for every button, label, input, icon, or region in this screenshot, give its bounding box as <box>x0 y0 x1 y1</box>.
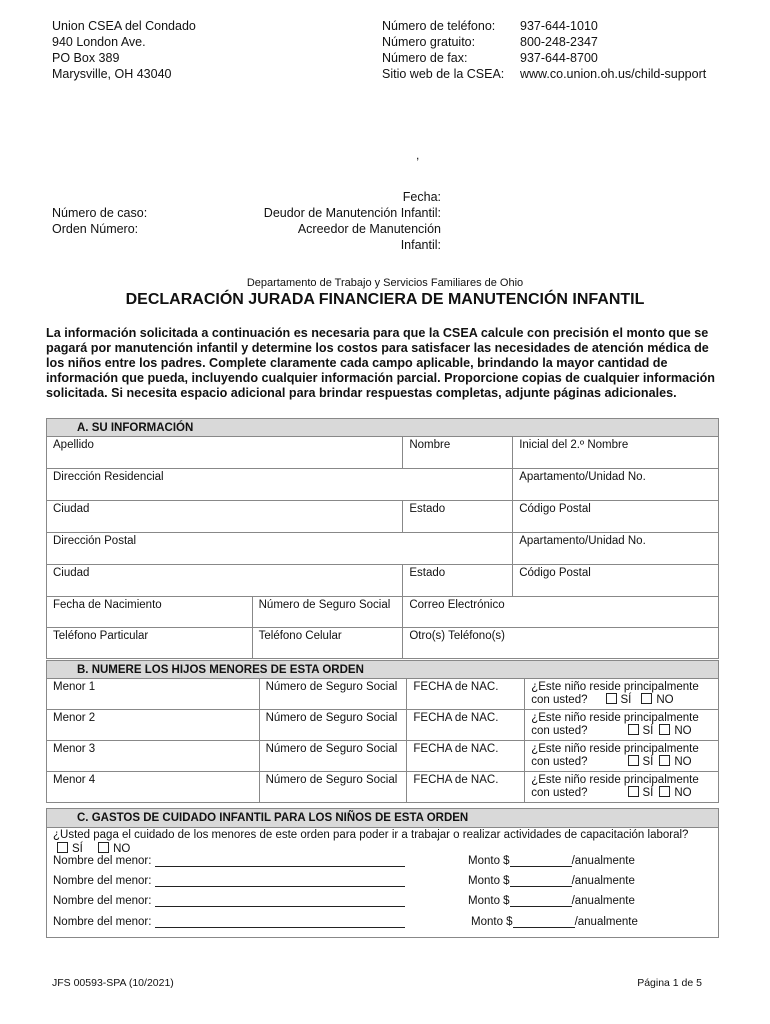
yes-checkbox[interactable] <box>628 755 639 766</box>
fax-value: 937-644-8700 <box>520 51 598 65</box>
child-name-input[interactable] <box>155 916 405 928</box>
annual-label: /anualmente <box>571 875 635 887</box>
mailing-city-field[interactable]: Ciudad <box>47 565 403 597</box>
child-dob-field[interactable]: FECHA de NAC. <box>407 679 525 710</box>
reside-question: ¿Este niño reside principalmente <box>531 774 699 786</box>
childcare-entry <box>53 916 405 928</box>
childcare-yes-checkbox[interactable] <box>57 842 68 853</box>
mailing-address-field[interactable]: Dirección Postal <box>47 533 513 565</box>
child-label[interactable]: Menor 2 <box>47 710 260 741</box>
reside-question-2: con usted? <box>531 756 588 768</box>
yes-label: SÍ <box>642 756 654 768</box>
intro-line: solicitada. Si necesita espacio adicional para brindar respuestas completas, adjunte páginas adicionales. <box>46 386 677 400</box>
child-reside-cell <box>525 710 719 741</box>
child-row <box>47 710 719 741</box>
phone-value: 937-644-1010 <box>520 19 598 33</box>
website-value: www.co.union.oh.us/child-support <box>520 67 707 81</box>
childcare-entry <box>53 895 405 907</box>
amount-label: Monto $ <box>471 916 513 928</box>
residential-state-field[interactable]: Estado <box>403 501 513 533</box>
child-label[interactable]: Menor 1 <box>47 679 260 710</box>
no-checkbox[interactable] <box>659 786 670 797</box>
intro-line: información que pueda, incluyendo cualquier información parcial. Proporcione copias de cualquier información <box>46 371 715 385</box>
residential-zip-field[interactable]: Código Postal <box>513 501 719 533</box>
no-label: NO <box>656 694 674 706</box>
child-name-label: Nombre del menor: <box>53 895 152 907</box>
childcare-entry <box>53 855 405 867</box>
home-phone-field[interactable]: Teléfono Particular <box>47 628 253 659</box>
child-name-input[interactable] <box>155 855 405 867</box>
reside-question-2: con usted? <box>531 787 588 799</box>
order-number-label: Orden Número: <box>52 222 139 236</box>
other-phone-field[interactable]: Otro(s) Teléfono(s) <box>403 628 719 659</box>
child-name-label: Nombre del menor: <box>53 875 152 887</box>
tollfree-label: Número gratuito: <box>382 35 476 49</box>
childcare-entry <box>53 875 405 887</box>
yes-checkbox[interactable] <box>606 693 617 704</box>
mailing-apt-field[interactable]: Apartamento/Unidad No. <box>513 533 719 565</box>
reside-question-2: con usted? <box>531 725 588 737</box>
intro-line: pagará por manutención infantil y determine los costos para satisfacer las necesidades de atención médica de <box>46 341 709 355</box>
child-name-input[interactable] <box>155 895 405 907</box>
cell-phone-field[interactable]: Teléfono Celular <box>252 628 403 659</box>
no-label: NO <box>674 756 692 768</box>
child-dob-field[interactable]: FECHA de NAC. <box>407 772 525 803</box>
agency-pobox: PO Box 389 <box>52 51 120 65</box>
child-row <box>47 772 719 803</box>
amount-input[interactable] <box>510 875 572 887</box>
intro-line: La información solicitada a continuación es necesaria para que la CSEA calcule con precisión el monto que se <box>46 326 709 340</box>
section-b-title: B. NUMERE LOS HIJOS MENORES DE ESTA ORDEN <box>47 661 719 679</box>
no-label: NO <box>674 725 692 737</box>
yes-checkbox[interactable] <box>628 724 639 735</box>
childcare-amount <box>468 855 635 867</box>
agency-address <box>52 18 196 82</box>
ssn-field[interactable]: Número de Seguro Social <box>252 597 403 628</box>
child-label[interactable]: Menor 3 <box>47 741 260 772</box>
email-field[interactable]: Correo Electrónico <box>403 597 719 628</box>
case-number-label: Número de caso: <box>52 206 148 220</box>
tollfree-value: 800-248-2347 <box>520 35 598 49</box>
middle-initial-field[interactable]: Inicial del 2.º Nombre <box>513 437 719 469</box>
page-title: DECLARACIÓN JURADA FINANCIERA DE MANUTENCIÓN INFANTIL <box>125 291 645 308</box>
reside-question: ¿Este niño reside principalmente <box>531 712 699 724</box>
child-ssn-field[interactable]: Número de Seguro Social <box>259 679 407 710</box>
website-label: Sitio web de la CSEA: <box>382 67 505 81</box>
department-name: Departamento de Trabajo y Servicios Familiares de Ohio <box>246 277 524 289</box>
child-label[interactable]: Menor 4 <box>47 772 260 803</box>
obligee-label-2: Infantil: <box>400 238 441 252</box>
amount-input[interactable] <box>510 895 572 907</box>
fax-label: Número de fax: <box>382 51 468 65</box>
amount-label: Monto $ <box>468 855 510 867</box>
section-c-title: C. GASTOS DE CUIDADO INFANTIL PARA LOS NIÑOS DE ESTA ORDEN <box>47 809 718 828</box>
yes-label: SÍ <box>642 725 654 737</box>
childcare-amount <box>471 916 638 928</box>
child-row <box>47 679 719 710</box>
agency-name: Union CSEA del Condado <box>52 19 196 33</box>
obligee-label-1: Acreedor de Manutención <box>297 222 441 236</box>
child-name-input[interactable] <box>155 875 405 887</box>
amount-input[interactable] <box>510 855 572 867</box>
child-dob-field[interactable]: FECHA de NAC. <box>407 710 525 741</box>
yes-label: SÍ <box>620 694 632 706</box>
agency-street: 940 London Ave. <box>52 35 146 49</box>
childcare-no-checkbox[interactable] <box>98 842 109 853</box>
no-checkbox[interactable] <box>659 724 670 735</box>
childcare-answer <box>47 842 718 856</box>
intro-line: los niños entre los padres. Complete claramente cada campo aplicable, brindando la mayor cantidad de <box>46 356 668 370</box>
case-labels <box>52 205 147 237</box>
agency-city: Marysville, OH 43040 <box>52 67 172 81</box>
mailing-zip-field[interactable]: Código Postal <box>513 565 719 597</box>
annual-label: /anualmente <box>571 855 635 867</box>
annual-label: /anualmente <box>574 916 638 928</box>
residential-apt-field[interactable]: Apartamento/Unidad No. <box>513 469 719 501</box>
reside-question-2: con usted? <box>531 694 588 706</box>
agency-contact <box>382 18 706 82</box>
child-reside-cell <box>525 741 719 772</box>
intro-text <box>46 326 736 401</box>
child-ssn-field[interactable]: Número de Seguro Social <box>259 710 407 741</box>
childcare-amount <box>468 875 635 887</box>
amount-label: Monto $ <box>468 875 510 887</box>
child-ssn-field[interactable]: Número de Seguro Social <box>259 741 407 772</box>
residential-city-field[interactable]: Ciudad <box>47 501 403 533</box>
annual-label: /anualmente <box>571 895 635 907</box>
comma-mark: , <box>416 148 420 162</box>
child-reside-cell <box>525 772 719 803</box>
date-label: Fecha: <box>402 190 441 204</box>
amount-label: Monto $ <box>468 895 510 907</box>
last-name-field[interactable]: Apellido <box>47 437 403 469</box>
page-number: Página 1 de 5 <box>637 977 702 989</box>
amount-input[interactable] <box>513 916 575 928</box>
child-name-label: Nombre del menor: <box>53 916 152 928</box>
birth-date-field[interactable]: Fecha de Nacimiento <box>47 597 253 628</box>
reside-question: ¿Este niño reside principalmente <box>531 743 699 755</box>
section-b-table <box>46 660 719 803</box>
reside-question: ¿Este niño reside principalmente <box>531 681 699 693</box>
yes-checkbox[interactable] <box>628 786 639 797</box>
obligor-label: Deudor de Manutención Infantil: <box>263 206 441 220</box>
child-name-label: Nombre del menor: <box>53 855 152 867</box>
no-label: NO <box>674 787 692 799</box>
no-checkbox[interactable] <box>641 693 652 704</box>
childcare-yes-label: SÍ <box>72 843 83 855</box>
form-id: JFS 00593-SPA (10/2021) <box>52 977 174 989</box>
child-reside-cell <box>525 679 719 710</box>
no-checkbox[interactable] <box>659 755 670 766</box>
party-labels <box>181 189 441 253</box>
residential-address-field[interactable]: Dirección Residencial <box>47 469 513 501</box>
yes-label: SÍ <box>642 787 654 799</box>
first-name-field[interactable]: Nombre <box>403 437 513 469</box>
phone-label: Número de teléfono: <box>382 19 496 33</box>
childcare-question: ¿Usted paga el cuidado de los menores de este orden para poder ir a trabajar o realizar actividades de capacitación laboral? <box>53 829 689 841</box>
mailing-state-field[interactable]: Estado <box>403 565 513 597</box>
child-ssn-field[interactable]: Número de Seguro Social <box>259 772 407 803</box>
childcare-amount <box>468 895 635 907</box>
section-a-table <box>46 418 719 659</box>
section-a-title: A. SU INFORMACIÓN <box>47 419 719 437</box>
childcare-no-label: NO <box>113 843 131 855</box>
child-row <box>47 741 719 772</box>
child-dob-field[interactable]: FECHA de NAC. <box>407 741 525 772</box>
